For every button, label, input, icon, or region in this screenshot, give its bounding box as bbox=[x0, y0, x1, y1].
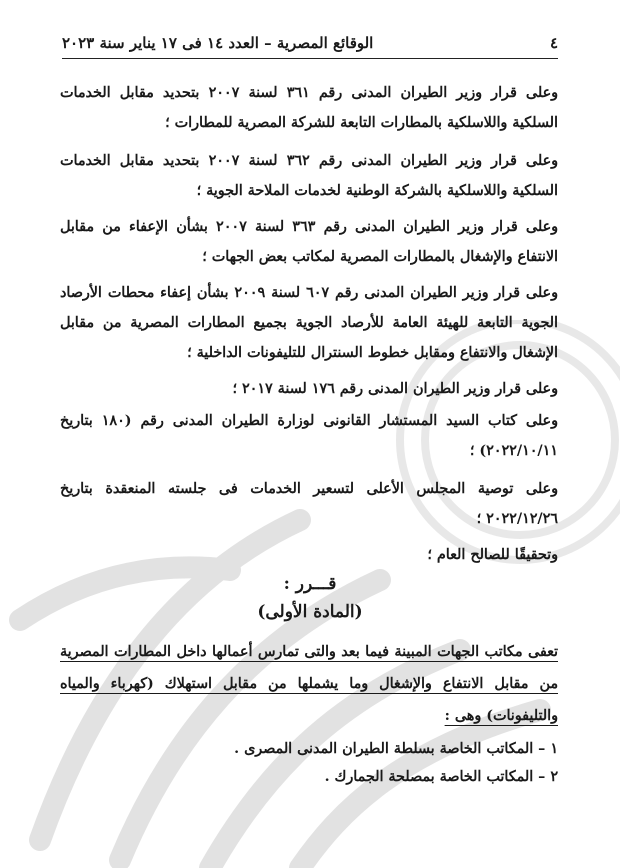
preamble-paragraph-5: وعلى قرار وزير الطيران المدنى رقم ١٧٦ لسنة ٢٠١٧ ؛ bbox=[232, 381, 558, 397]
preamble-paragraph-8: وتحقيقًا للصالح العام ؛ bbox=[427, 547, 558, 563]
list-item-2: ٢ – المكاتب الخاصة بمصلحة الجمارك . bbox=[324, 769, 558, 785]
preamble-paragraph-1: وعلى قرار وزير الطيران المدنى رقم ٣٦١ لسنة ٢٠٠٧ بتحديد مقابل الخدمات السلكية واللاسلكية بالمطارات التابعة للشركة المصرية للمطارات ؛ bbox=[60, 85, 559, 131]
page-number: ٤ bbox=[549, 34, 558, 52]
list-item-1: ١ – المكاتب الخاصة بسلطة الطيران المدنى المصرى . bbox=[234, 741, 558, 757]
preamble-paragraph-3: وعلى قرار وزير الطيران المدنى رقم ٣٦٣ لسنة ٢٠٠٧ بشأن الإعفاء من مقابل الانتفاع والإشغال بالمطارات المصرية لمكاتب بعض الجهات ؛ bbox=[60, 219, 559, 265]
article-title: (المادة الأولى) bbox=[257, 602, 363, 622]
header-divider bbox=[62, 58, 558, 59]
decision-heading: قـــرر : bbox=[283, 574, 337, 594]
preamble-paragraph-2: وعلى قرار وزير الطيران المدنى رقم ٣٦٢ لسنة ٢٠٠٧ بتحديد مقابل الخدمات السلكية واللاسلكية بالشركة الوطنية لخدمات الملاحة الجوية ؛ bbox=[60, 153, 559, 199]
preamble-paragraph-4: وعلى قرار وزير الطيران المدنى رقم ٦٠٧ لسنة ٢٠٠٩ بشأن إعفاء محطات الأرصاد الجوية التابعة للهيئة العامة للأرصاد الجوية بجميع المطارات المصرية من مقابل الإشغال والانتفاع ومقابل خطوط السنترال للتليفونات الداخلية ؛ bbox=[60, 285, 558, 361]
article-text: تعفى مكاتب الجهات المبينة فيما بعد والتى تمارس أعمالها داخل المطارات المصرية من مقابل الانتفاع والإشغال وما يشملها من مقابل استهلاك (كهرباء والمياه والتليفونات) وهى : bbox=[60, 644, 558, 724]
journal-title: الوقائع المصرية – العدد ١٤ فى ١٧ يناير سنة ٢٠٢٣ bbox=[62, 34, 374, 52]
preamble-paragraph-6: وعلى كتاب السيد المستشار القانونى لوزارة الطيران المدنى رقم (١٨٠ بتاريخ ٢٠٢٢/١٠/١١) ؛ bbox=[60, 413, 558, 459]
page-header bbox=[62, 30, 558, 56]
preamble-paragraph-7: وعلى توصية المجلس الأعلى لتسعير الخدمات فى جلسته المنعقدة بتاريخ ٢٠٢٢/١٢/٢٦ ؛ bbox=[60, 481, 558, 527]
